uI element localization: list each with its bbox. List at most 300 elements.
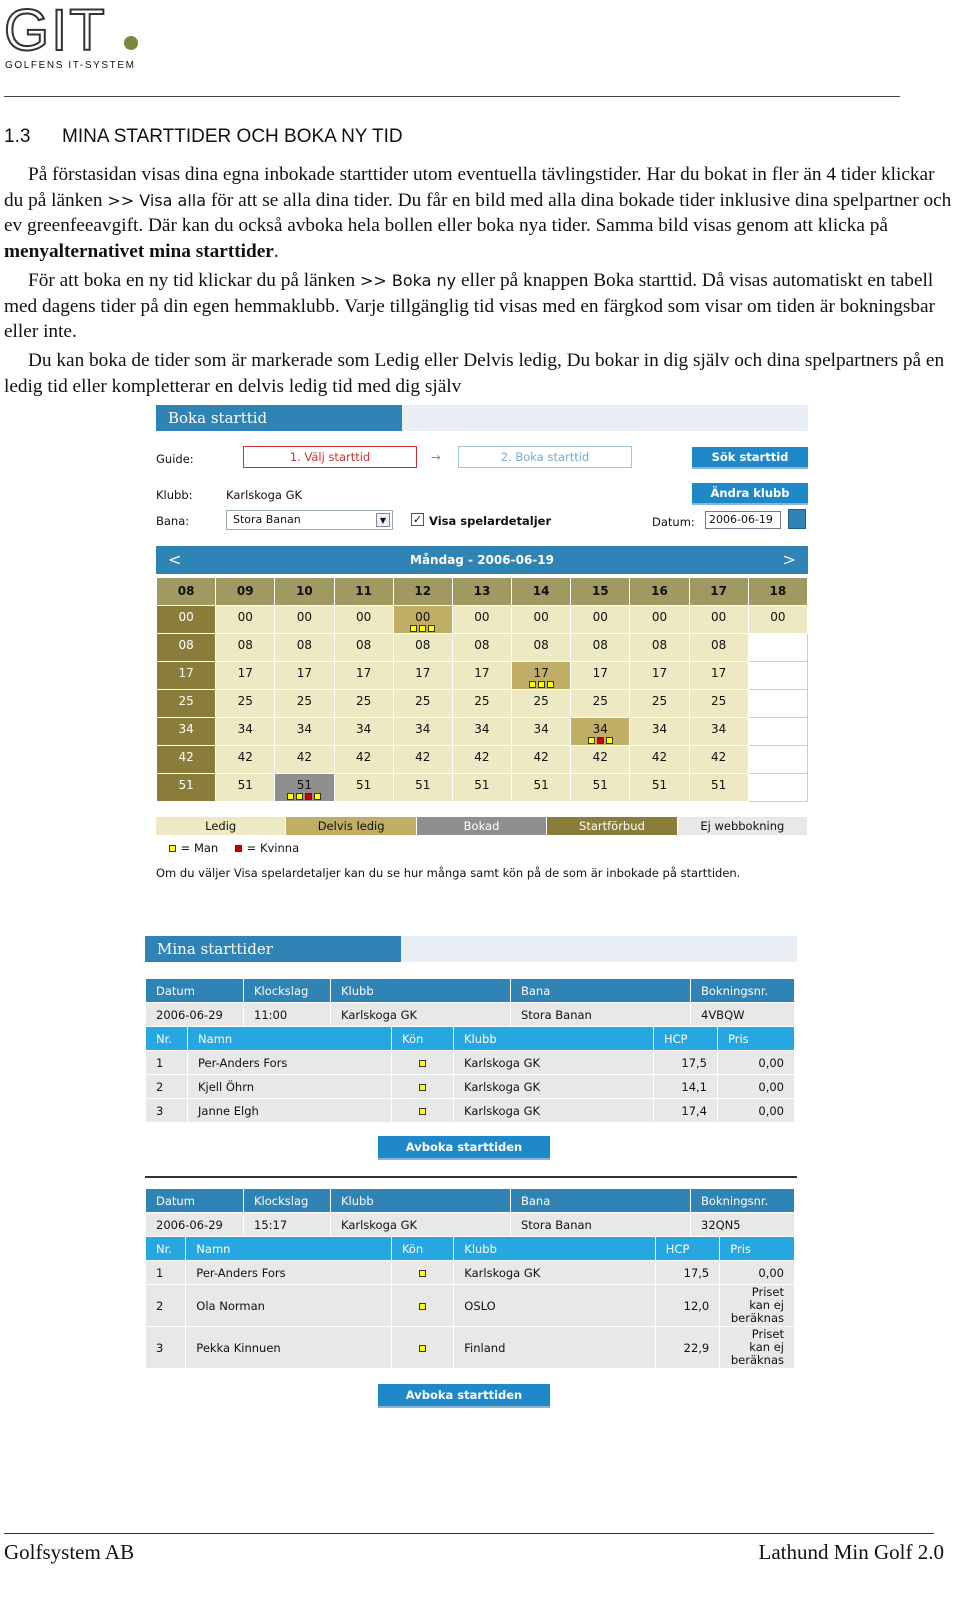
man-square-icon — [419, 1345, 426, 1352]
tee-time-slot[interactable] — [571, 718, 630, 746]
time-row — [157, 606, 808, 634]
col-kon: Kön — [392, 1027, 454, 1051]
slot-minute: 51 — [710, 778, 727, 792]
player-nr: 1 — [146, 1261, 186, 1285]
slot-minute: 25 — [533, 694, 549, 708]
col-datum: Datum — [146, 979, 244, 1003]
man-square-icon — [588, 737, 595, 744]
booking-header-row — [146, 979, 795, 1003]
slot-minute: 08 — [533, 638, 549, 652]
slot-minute: 51 — [415, 778, 431, 792]
slot-minute: 51 — [355, 778, 372, 792]
day-header — [156, 546, 808, 574]
col-bokningsnr: Bokningsnr. — [691, 979, 795, 1003]
booking-klubb: Karlskoga GK — [331, 1003, 511, 1027]
booking-tid: 15:17 — [244, 1213, 331, 1237]
man-square-icon — [419, 1270, 426, 1277]
man-square-icon — [296, 793, 303, 800]
col-datum: Datum — [146, 1189, 244, 1213]
boka-ny-link[interactable]: >> Boka ny — [359, 271, 457, 290]
player-row — [146, 1327, 795, 1369]
show-players-checkbox[interactable]: ✓ — [412, 513, 423, 526]
p1-text-b: för att se alla dina tider. Du får en bild med alla dina bokade tider inklusive dina spelpartner och ev greenfeeavgift. Där kan du också avboka hela bollen eller boka nya tider. Samma bild visas genom att klicka på — [4, 189, 952, 237]
slot-minute: 08 — [296, 638, 313, 652]
booking-nr: 32QN5 — [691, 1213, 795, 1237]
search-starttime-button[interactable]: Sök starttid — [692, 447, 808, 469]
booking-divider — [145, 1176, 797, 1178]
man-square-icon — [419, 1084, 426, 1091]
tee-time-slot[interactable] — [512, 746, 571, 774]
tee-time-slot[interactable] — [334, 690, 393, 718]
hour-cell: 11 — [334, 578, 393, 606]
players-table-1 — [145, 1026, 795, 1123]
booking-table-2 — [145, 1188, 795, 1237]
tee-time-slot[interactable] — [275, 634, 334, 662]
tee-time-slot[interactable] — [512, 634, 571, 662]
slot-minute: 08 — [415, 638, 431, 652]
empty-slot — [748, 746, 807, 774]
tee-time-slot[interactable] — [748, 606, 807, 634]
slot-minute: 51 — [474, 778, 490, 792]
tee-time-slot[interactable] — [452, 690, 511, 718]
slot-minute: 25 — [178, 694, 194, 708]
hour-cell: 18 — [748, 578, 807, 606]
booking-tid: 11:00 — [244, 1003, 331, 1027]
prev-day-icon[interactable]: < — [168, 550, 182, 569]
tee-time-slot[interactable] — [630, 690, 689, 718]
footer-divider — [4, 1533, 934, 1534]
tee-time-slot[interactable] — [334, 746, 393, 774]
time-row — [157, 662, 808, 690]
course-select[interactable] — [226, 510, 393, 530]
tee-time-slot[interactable] — [452, 746, 511, 774]
col-pris: Pris — [718, 1027, 795, 1051]
player-name: Ola Norman — [186, 1285, 392, 1327]
col-namn: Namn — [188, 1027, 392, 1051]
hour-cell: 16 — [630, 578, 689, 606]
booking-table-1 — [145, 978, 795, 1027]
player-markers — [571, 736, 629, 744]
booking-datum: 2006-06-29 — [146, 1003, 244, 1027]
tee-time-slot[interactable] — [157, 634, 216, 662]
slot-minute: 42 — [355, 750, 372, 764]
slot-minute: 34 — [178, 722, 194, 736]
player-price: Priset kan ej beräknas — [720, 1327, 795, 1369]
tee-time-slot[interactable] — [512, 774, 571, 802]
tee-time-slot[interactable] — [157, 662, 216, 690]
player-price: 0,00 — [718, 1099, 795, 1123]
hour-cell: 12 — [393, 578, 452, 606]
man-square-icon — [419, 625, 426, 632]
tee-time-slot[interactable] — [334, 662, 393, 690]
booking-bana: Stora Banan — [511, 1213, 691, 1237]
slot-minute: 00 — [237, 610, 253, 624]
player-gender — [392, 1051, 454, 1075]
tee-time-slot[interactable] — [571, 774, 630, 802]
tee-time-grid — [156, 577, 808, 802]
booking-klubb: Karlskoga GK — [331, 1213, 511, 1237]
cancel-booking-button[interactable]: Avboka starttiden — [378, 1136, 550, 1160]
player-row — [146, 1099, 795, 1123]
legend-woman — [234, 841, 299, 855]
logo-letters: GIT — [4, 0, 107, 63]
tee-time-slot[interactable] — [452, 662, 511, 690]
tee-time-slot[interactable] — [571, 662, 630, 690]
tee-time-slot[interactable] — [216, 774, 275, 802]
legend-man — [168, 841, 218, 855]
slot-minute: 51 — [178, 778, 194, 792]
mina-starttider-panel — [145, 936, 797, 1416]
player-name: Per-Anders Fors — [186, 1261, 392, 1285]
slot-minute: 17 — [592, 666, 608, 680]
paragraph-3: Du kan boka de tider som är markerade som Ledig eller Delvis ledig, Du bokar in dig själv och dina spelpartners på en ledig tid eller kompletterar en delvis ledig tid med dig själv — [4, 350, 945, 397]
tee-time-slot[interactable] — [630, 774, 689, 802]
slot-minute: 25 — [710, 694, 727, 708]
slot-minute: 42 — [237, 750, 253, 764]
man-square-icon — [428, 625, 435, 632]
logo-tagline: GOLFENS IT-SYSTEM — [5, 60, 136, 71]
p1-text-a: På förstasidan visas dina egna inbokade starttider utom eventuella tävlingstider. Har du bokat in fler än 4 tider klickar du på länken — [4, 164, 935, 211]
col-pris: Pris — [720, 1237, 795, 1261]
slot-minute: 25 — [651, 694, 668, 708]
hour-cell: 10 — [275, 578, 334, 606]
player-gender — [391, 1285, 453, 1327]
player-nr: 3 — [146, 1099, 188, 1123]
tee-time-slot[interactable] — [216, 690, 275, 718]
slot-minute: 00 — [296, 610, 313, 624]
tee-time-slot[interactable] — [689, 634, 748, 662]
p1-text-c: . — [273, 241, 279, 263]
player-hcp: 14,1 — [654, 1075, 718, 1099]
slot-minute: 51 — [296, 778, 313, 792]
player-gender — [392, 1075, 454, 1099]
players-table-2 — [145, 1236, 795, 1369]
footer-document-title: Lathund Min Golf 2.0 — [758, 1540, 944, 1564]
player-nr: 1 — [146, 1051, 188, 1075]
slot-minute: 34 — [237, 722, 253, 736]
panel-title-tail — [401, 936, 797, 962]
col-bana: Bana — [511, 1189, 691, 1213]
tee-time-slot[interactable] — [216, 746, 275, 774]
player-name: Pekka Kinnuen — [186, 1327, 392, 1369]
tee-time-slot[interactable] — [216, 718, 275, 746]
slot-minute: 25 — [474, 694, 490, 708]
man-square-icon — [410, 625, 417, 632]
tee-time-slot[interactable] — [275, 690, 334, 718]
player-club: Karlskoga GK — [454, 1099, 654, 1123]
legend-man-label: = Man — [180, 841, 219, 855]
player-nr: 2 — [146, 1285, 186, 1327]
player-club: OSLO — [454, 1285, 656, 1327]
booking-row — [146, 1213, 795, 1237]
slot-minute: 42 — [533, 750, 549, 764]
player-name: Per-Anders Fors — [188, 1051, 392, 1075]
tee-time-slot[interactable] — [571, 746, 630, 774]
man-square-icon — [419, 1108, 426, 1115]
tee-time-slot[interactable] — [334, 606, 393, 634]
tee-time-slot[interactable] — [630, 634, 689, 662]
tee-time-slot[interactable] — [630, 606, 689, 634]
boka-starttid-panel — [156, 405, 810, 895]
chevron-down-icon: ▼ — [376, 513, 390, 527]
slot-minute: 08 — [651, 638, 668, 652]
col-klubb: Klubb — [331, 1189, 511, 1213]
tee-time-slot[interactable] — [571, 606, 630, 634]
tee-time-slot[interactable] — [157, 690, 216, 718]
players-header-row — [146, 1237, 795, 1261]
tee-time-slot[interactable] — [275, 774, 334, 802]
tee-time-slot[interactable] — [393, 718, 452, 746]
slot-minute: 08 — [474, 638, 490, 652]
tee-time-slot[interactable] — [216, 634, 275, 662]
player-row — [146, 1051, 795, 1075]
tee-time-slot[interactable] — [334, 774, 393, 802]
empty-slot — [748, 634, 807, 662]
col-nr: Nr. — [146, 1027, 188, 1051]
booking-datum: 2006-06-29 — [146, 1213, 244, 1237]
slot-minute: 00 — [355, 610, 372, 624]
player-price: 0,00 — [718, 1051, 795, 1075]
tee-time-slot[interactable] — [393, 662, 452, 690]
hour-row — [157, 578, 808, 606]
col-namn: Namn — [186, 1237, 392, 1261]
slot-minute: 34 — [296, 722, 313, 736]
tee-time-slot[interactable] — [689, 690, 748, 718]
man-square-icon — [314, 793, 321, 800]
tee-time-slot[interactable] — [571, 690, 630, 718]
col-hcp: HCP — [655, 1237, 719, 1261]
hour-cell: 17 — [689, 578, 748, 606]
tee-time-slot[interactable] — [393, 774, 452, 802]
tee-time-slot[interactable] — [512, 662, 571, 690]
man-square-icon — [419, 1303, 426, 1310]
player-row — [146, 1261, 795, 1285]
player-markers — [275, 792, 333, 800]
player-hcp: 17,5 — [655, 1261, 719, 1285]
tee-time-slot[interactable] — [630, 746, 689, 774]
slot-minute: 00 — [592, 610, 608, 624]
slot-minute: 42 — [651, 750, 668, 764]
player-hcp: 22,9 — [655, 1327, 719, 1369]
player-details-note: Om du väljer Visa spelardetaljer kan du se hur många samt kön på de som är inbokade på starttiden. — [156, 866, 741, 880]
tee-time-slot[interactable] — [512, 718, 571, 746]
player-nr: 3 — [146, 1327, 186, 1369]
tee-time-slot[interactable] — [157, 606, 216, 634]
legend-ledig: Ledig — [156, 817, 286, 835]
tee-time-slot[interactable] — [157, 746, 216, 774]
tee-time-slot[interactable] — [452, 606, 511, 634]
tee-time-slot[interactable] — [571, 634, 630, 662]
col-nr: Nr. — [146, 1237, 186, 1261]
slot-minute: 08 — [237, 638, 253, 652]
empty-slot — [748, 718, 807, 746]
slot-minute: 17 — [533, 666, 549, 680]
tee-time-slot[interactable] — [275, 606, 334, 634]
empty-slot — [748, 774, 807, 802]
slot-minute: 34 — [710, 722, 727, 736]
tee-time-slot[interactable] — [630, 718, 689, 746]
time-row — [157, 718, 808, 746]
tee-time-slot[interactable] — [393, 634, 452, 662]
paragraph-2 — [4, 268, 954, 345]
col-klubb: Klubb — [331, 979, 511, 1003]
section-number: 1.3 — [4, 126, 31, 147]
tee-time-slot[interactable] — [216, 606, 275, 634]
hour-cell: 13 — [452, 578, 511, 606]
slot-minute: 34 — [415, 722, 431, 736]
slot-minute: 34 — [592, 722, 608, 736]
slot-minute: 25 — [355, 694, 372, 708]
man-square-icon — [606, 737, 613, 744]
player-hcp: 12,0 — [655, 1285, 719, 1327]
col-klockslag: Klockslag — [244, 979, 331, 1003]
tee-time-slot[interactable] — [452, 718, 511, 746]
tee-time-slot[interactable] — [157, 718, 216, 746]
player-club: Karlskoga GK — [454, 1051, 654, 1075]
boka-panel-title: Boka starttid — [156, 405, 402, 431]
tee-time-slot[interactable] — [512, 690, 571, 718]
date-input[interactable]: 2006-06-19 — [705, 511, 781, 529]
club-label: Klubb: — [156, 488, 193, 502]
col-hcp: HCP — [654, 1027, 718, 1051]
legend-delvis-ledig: Delvis ledig — [286, 817, 416, 835]
player-gender — [391, 1327, 453, 1369]
slot-minute: 42 — [710, 750, 727, 764]
player-row — [146, 1075, 795, 1099]
tee-time-slot[interactable] — [689, 746, 748, 774]
booking-row — [146, 1003, 795, 1027]
tee-time-slot[interactable] — [275, 718, 334, 746]
booking-nr: 4VBQW — [691, 1003, 795, 1027]
slot-minute: 00 — [770, 610, 786, 624]
man-square-icon — [169, 845, 176, 852]
player-hcp: 17,4 — [654, 1099, 718, 1123]
col-klubb: Klubb — [454, 1237, 656, 1261]
tee-time-slot[interactable] — [334, 634, 393, 662]
tee-time-slot[interactable] — [689, 662, 748, 690]
time-row — [157, 774, 808, 802]
tee-time-slot[interactable] — [275, 662, 334, 690]
player-markers — [512, 680, 570, 688]
man-square-icon — [287, 793, 294, 800]
player-price: 0,00 — [720, 1261, 795, 1285]
slot-minute: 08 — [355, 638, 372, 652]
slot-minute: 34 — [533, 722, 549, 736]
slot-minute: 17 — [178, 666, 194, 680]
col-klubb: Klubb — [454, 1027, 654, 1051]
hour-cell: 09 — [216, 578, 275, 606]
tee-time-slot[interactable] — [393, 746, 452, 774]
man-square-icon — [529, 681, 536, 688]
paragraph-1 — [4, 162, 954, 265]
calendar-icon[interactable] — [788, 509, 806, 529]
woman-square-icon — [235, 845, 242, 852]
player-club: Karlskoga GK — [454, 1261, 656, 1285]
tee-time-slot[interactable] — [689, 774, 748, 802]
slot-minute: 00 — [710, 610, 727, 624]
cancel-booking-button[interactable]: Avboka starttiden — [378, 1384, 550, 1408]
legend-startforbud: Startförbud — [547, 817, 677, 835]
time-row — [157, 634, 808, 662]
slot-minute: 25 — [415, 694, 431, 708]
p2-text-a: För att boka en ny tid klickar du på länken — [28, 270, 360, 291]
tee-time-slot[interactable] — [452, 634, 511, 662]
col-kon: Kön — [391, 1237, 453, 1261]
slot-minute: 17 — [710, 666, 727, 680]
tee-time-slot[interactable] — [334, 718, 393, 746]
man-square-icon — [419, 1060, 426, 1067]
slot-minute: 25 — [296, 694, 313, 708]
slot-minute: 42 — [592, 750, 608, 764]
player-price: Priset kan ej beräknas — [720, 1285, 795, 1327]
tee-time-slot[interactable] — [689, 606, 748, 634]
course-select-value: Stora Banan — [233, 513, 301, 526]
hour-cell: 08 — [157, 578, 216, 606]
section-title: MINA STARTTIDER OCH BOKA NY TID — [62, 126, 403, 147]
slot-minute: 42 — [415, 750, 431, 764]
git-logo — [4, 2, 144, 72]
slot-minute: 17 — [474, 666, 490, 680]
tee-time-slot[interactable] — [452, 774, 511, 802]
step-1-box: 1. Välj starttid — [243, 446, 417, 468]
slot-minute: 00 — [474, 610, 490, 624]
tee-time-slot[interactable] — [630, 662, 689, 690]
slot-minute: 42 — [474, 750, 490, 764]
booking-header-row — [146, 1189, 795, 1213]
tee-time-slot[interactable] — [275, 746, 334, 774]
players-header-row — [146, 1027, 795, 1051]
slot-minute: 17 — [296, 666, 313, 680]
slot-minute: 08 — [710, 638, 727, 652]
slot-minute: 51 — [592, 778, 608, 792]
day-title: Måndag - 2006-06-19 — [410, 553, 554, 567]
col-klockslag: Klockslag — [244, 1189, 331, 1213]
section-heading — [4, 126, 403, 148]
slot-minute: 51 — [237, 778, 253, 792]
tee-time-slot[interactable] — [216, 662, 275, 690]
slot-minute: 34 — [474, 722, 490, 736]
slot-minute: 25 — [237, 694, 253, 708]
legend-woman-label: = Kvinna — [246, 841, 300, 855]
player-club: Karlskoga GK — [454, 1075, 654, 1099]
slot-minute: 51 — [651, 778, 668, 792]
empty-slot — [748, 662, 807, 690]
slot-minute: 17 — [415, 666, 431, 680]
next-day-icon[interactable]: > — [782, 550, 796, 569]
header-divider — [4, 96, 900, 97]
guide-label: Guide: — [156, 452, 194, 466]
tee-time-slot[interactable] — [512, 606, 571, 634]
player-row — [146, 1285, 795, 1327]
slot-minute: 34 — [651, 722, 668, 736]
change-club-button[interactable]: Ändra klubb — [692, 483, 808, 505]
tee-time-slot[interactable] — [157, 774, 216, 802]
footer-company: Golfsystem AB — [4, 1540, 135, 1564]
slot-minute: 17 — [237, 666, 253, 680]
slot-minute: 00 — [651, 610, 668, 624]
man-square-icon — [547, 681, 554, 688]
tee-time-slot[interactable] — [393, 606, 452, 634]
tee-time-slot[interactable] — [393, 690, 452, 718]
tee-time-slot[interactable] — [689, 718, 748, 746]
col-bana: Bana — [511, 979, 691, 1003]
player-nr: 2 — [146, 1075, 188, 1099]
visa-alla-link[interactable]: >> Visa alla — [107, 190, 207, 210]
hour-cell: 15 — [571, 578, 630, 606]
woman-square-icon — [305, 793, 312, 800]
slot-minute: 25 — [592, 694, 608, 708]
legend-bokad: Bokad — [417, 817, 547, 835]
